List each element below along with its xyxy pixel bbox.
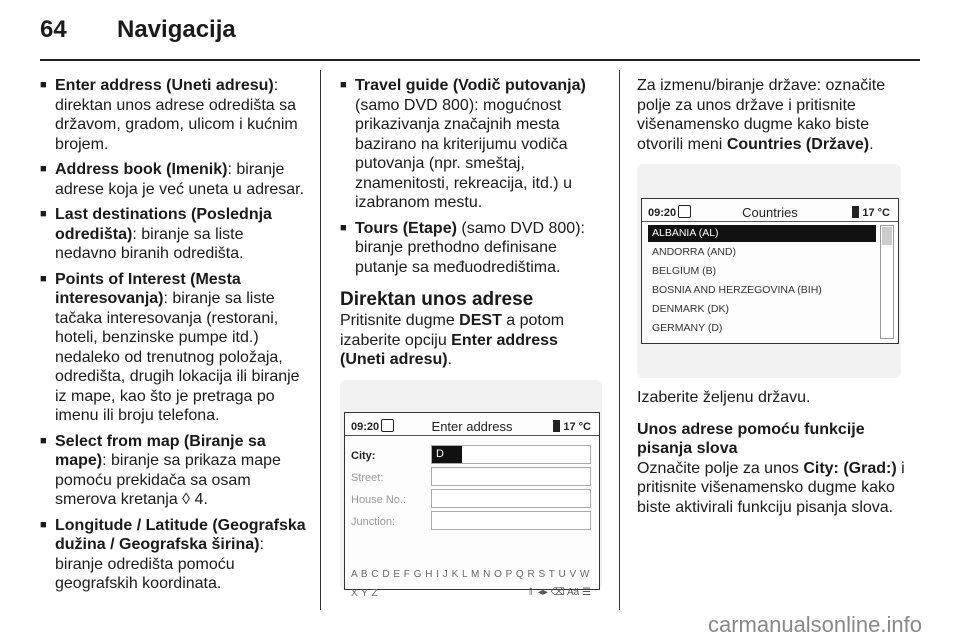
- column-3: [637, 76, 909, 517]
- page-number: 64: [40, 16, 67, 43]
- watermark: carmanualsonline.info: [707, 612, 922, 637]
- country-item-selected[interactable]: ALBANIA (AL): [648, 225, 876, 242]
- city-label: City:: [351, 449, 376, 462]
- clock-text: 09:20: [351, 418, 394, 438]
- list-item: ■ Points of Interest (Mesta interesovanja): biranje sa liste tačaka interesovanja (restorani, hoteli, benzinske pumpe itd.) nedaleko od trenutnog položaja, odredišta, drugih lokacija ili biranje iz mape, kao što je pretraga po imenu ili broju telefona.: [40, 270, 308, 426]
- clock-text: 09:20: [648, 204, 691, 224]
- screen-title: Countries: [742, 205, 798, 220]
- temperature-text: 17 °C: [553, 418, 591, 438]
- column-divider-1: [320, 70, 321, 610]
- page-header: [0, 0, 960, 62]
- speller-instruction: Označite polje za unos City: (Grad:) i pritisnite višenamensko dugme kako biste aktivirali funkciju pisanja slova.: [637, 459, 905, 516]
- country-item[interactable]: GERMANY (D): [652, 322, 723, 334]
- list-item: ■ Enter address (Uneti adresu): direktan unos adrese odredišta sa državom, gradom, ulicom i kućnim brojem.: [40, 76, 308, 154]
- junction-label: Junction:: [351, 515, 396, 528]
- house-number-label: House No.:: [351, 493, 407, 506]
- chapter-title: Navigacija: [117, 16, 236, 43]
- list-item: ■ Longitude / Latitude (Geografska dužina / Geografska širina): biranje odredišta pomoću geografskih koordinata.: [40, 516, 308, 594]
- list-item: ■ Select from map (Biranje sa mape): biranje sa prikaza mape pomoću prekidača sa osam smerova kretanja ◊ 4.: [40, 432, 308, 510]
- screen-status-bar: [642, 199, 898, 222]
- scrollbar-thumb[interactable]: [882, 227, 892, 245]
- thermometer-icon: [852, 206, 859, 218]
- country-item[interactable]: BELGIUM (B): [652, 265, 717, 277]
- street-field[interactable]: [431, 467, 591, 486]
- instruction-paragraph: Pritisnite dugme DEST a potom izaberite opciju Enter address (Uneti adresu).: [340, 312, 565, 368]
- list-item: ■ Last destinations (Poslednja odredišta): biranje sa liste nedavno biranih odredišta.: [40, 205, 308, 264]
- country-item[interactable]: BOSNIA AND HERZEGOVINA (BIH): [652, 284, 822, 296]
- city-field[interactable]: [431, 445, 591, 464]
- column-divider-2: [619, 70, 620, 610]
- thermometer-icon: [553, 420, 560, 432]
- enter-address-screenshot: [340, 380, 602, 599]
- screen-status-bar: [345, 413, 599, 436]
- list-scrollbar[interactable]: [880, 225, 894, 339]
- house-number-field[interactable]: [431, 489, 591, 508]
- section-title: Direktan unos adrese: [340, 289, 534, 310]
- header-rule: [40, 59, 920, 61]
- letter-speller[interactable]: A B C D E F G H I J K L M N O P Q R S T U V W X Y Z: [351, 568, 590, 599]
- column-1: [40, 76, 308, 600]
- menu-options-list: [40, 76, 308, 594]
- list-item: ■ Travel guide (Vodič putovanja) (samo DVD 800): mogućnost prikazivanja značajnih mesta bazirano na kriterijumu vodiča putovanja (npr. smeštaj, znamenitosti, rekreacija, itd.) u izabranom mestu.: [340, 76, 606, 213]
- list-item: ■ Tours (Etape) (samo DVD 800): biranje prethodno definisane putanje sa međuodredištima.: [340, 219, 606, 278]
- city-value: D: [432, 446, 462, 463]
- country-item[interactable]: DENMARK (DK): [652, 303, 730, 315]
- junction-field[interactable]: [431, 511, 591, 530]
- speller-function-keys[interactable]: ⇑ ◂▸ ⌫ Aä ☰: [526, 586, 591, 598]
- enter-address-screen: [344, 412, 600, 599]
- select-country-text: Izaberite željenu državu.: [637, 389, 811, 406]
- countries-screenshot: [637, 164, 901, 378]
- street-label: Street:: [351, 471, 384, 484]
- country-instruction: Za izmenu/biranje države: označite polje za unos države i pritisnite višenamensko dugme kako biste otvorili meni Countries (Države).: [637, 77, 886, 153]
- country-item[interactable]: ANDORRA (AND): [652, 246, 737, 258]
- menu-options-list-continued: [340, 76, 606, 277]
- subheading: Unos adrese pomoću funkcije pisanja slova: [637, 420, 865, 457]
- list-item: ■ Address book (Imenik): biranje adrese koja je već uneta u adresar.: [40, 160, 308, 199]
- temperature-text: 17 °C: [852, 204, 890, 224]
- countries-screen: [641, 198, 899, 344]
- column-2: [340, 76, 606, 600]
- screen-title: Enter address: [431, 418, 513, 434]
